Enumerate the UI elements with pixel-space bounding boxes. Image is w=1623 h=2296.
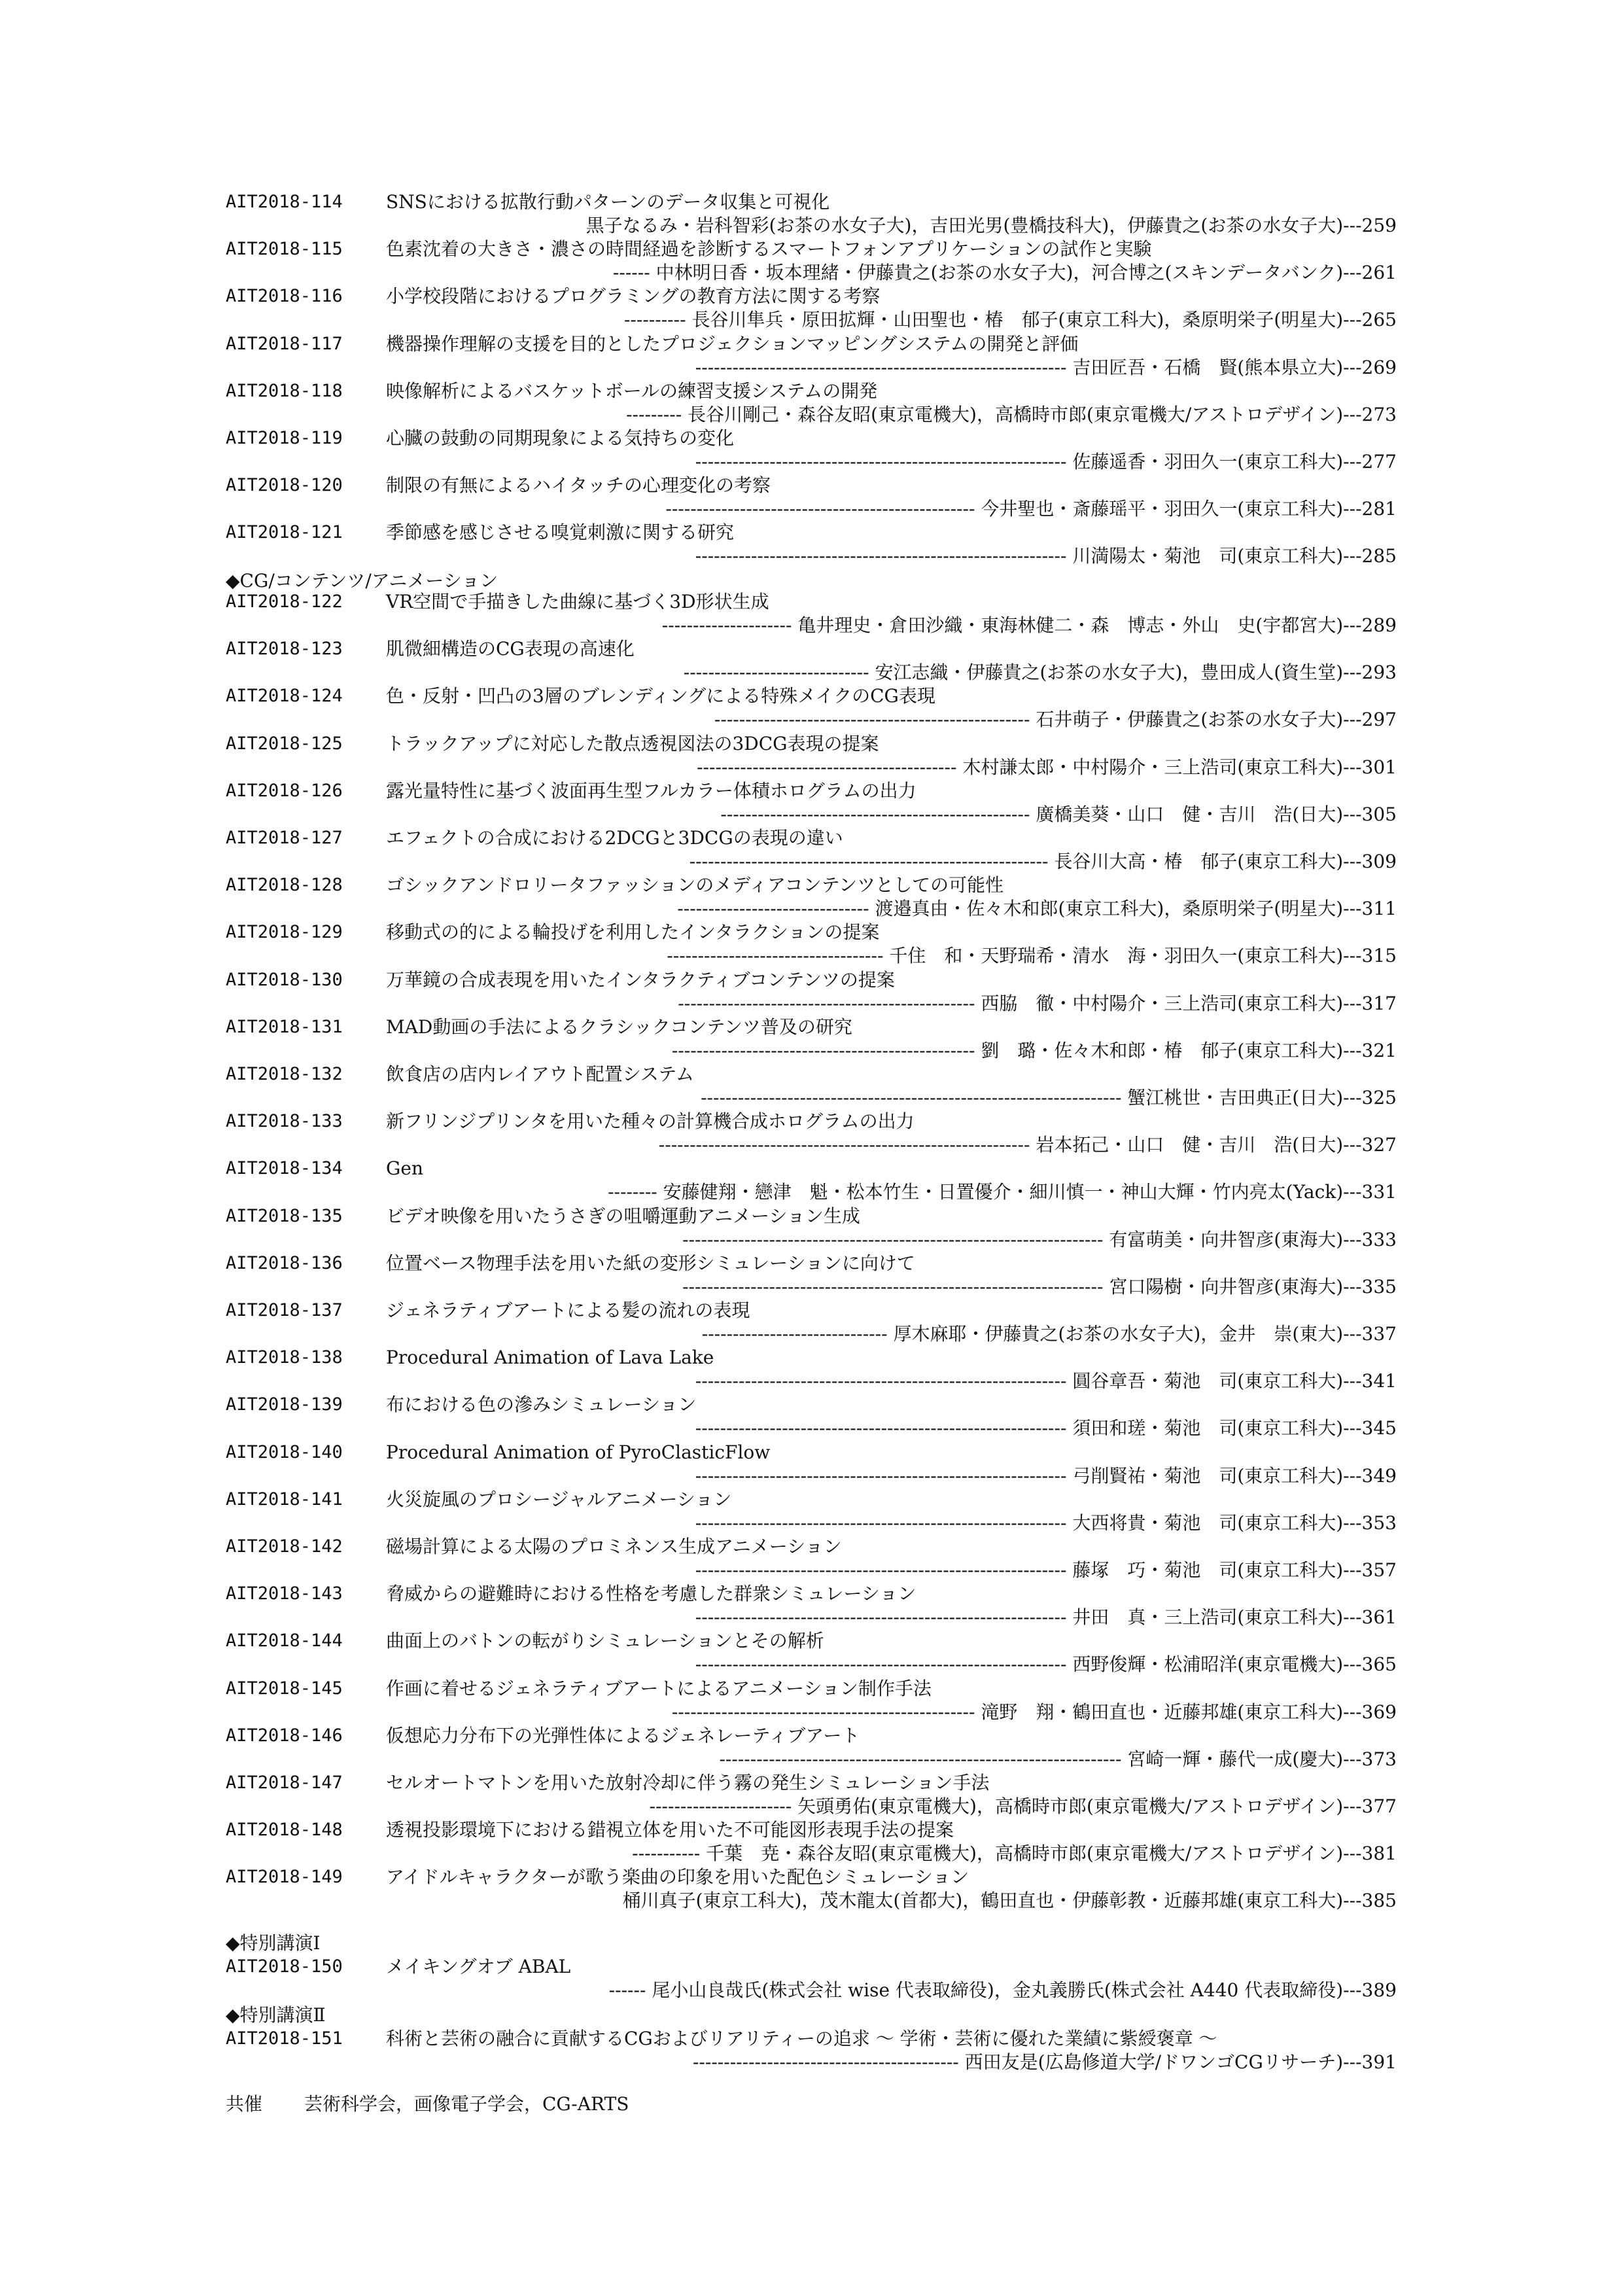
entry-id: AIT2018-133 [226,1111,343,1132]
cosponsor-label: 共催 [226,2093,263,2115]
entry-id: AIT2018-146 [226,1725,343,1746]
entry-title: 移動式の的による輪投げを利用したインタラクションの提案 [386,921,880,944]
entry-title: 万華鏡の合成表現を用いたインタラクティブコンテンツの提案 [386,968,895,991]
entry-id: AIT2018-151 [226,2028,343,2049]
section-heading-special-2: ◆特別講演Ⅱ [226,2004,326,2026]
entry-id: AIT2018-123 [226,639,343,660]
entry-id: AIT2018-130 [226,969,343,990]
entry-id: AIT2018-128 [226,875,343,896]
entry-id: AIT2018-115 [226,239,343,260]
entry-title: MAD動画の手法によるクラシックコンテンツ普及の研究 [386,1016,852,1038]
entry-id: AIT2018-118 [226,380,343,401]
entry-authors: ------------------------------------------------------------ 藤塚 巧・菊池 司(東京工科大)---357 [695,1559,1397,1581]
entry-id: AIT2018-120 [226,475,343,496]
entry-id: AIT2018-132 [226,1064,343,1084]
entry-id: AIT2018-114 [226,192,343,212]
entry-authors: --------------------- 亀井理史・倉田沙織・東海林健二・森 博志・外山 史(宇都宮大)---289 [661,614,1397,636]
entry-id: AIT2018-129 [226,922,343,943]
entry-authors: -------- 安藤健翔・戀津 魁・松本竹生・日置優介・細川慎一・神山大輝・竹内亮太(Yack)---331 [608,1181,1397,1203]
section-heading-special-1: ◆特別講演Ⅰ [226,1932,321,1954]
entry-id: AIT2018-150 [226,1956,343,1977]
entry-title: 機器操作理解の支援を目的としたプロジェクションマッピングシステムの開発と評価 [386,332,1079,355]
entry-title: トラックアップに対応した散点透視図法の3DCG表現の提案 [386,732,879,754]
entry-id: AIT2018-134 [226,1158,343,1179]
entry-id: AIT2018-136 [226,1252,343,1273]
entry-title: 小学校段階におけるプログラミングの教育方法に関する考察 [386,285,881,308]
entry-authors: ------ 中林明日香・坂本理緒・伊藤貴之(お茶の水女子大)，河合博之(スキンデータバンク)---261 [612,262,1397,284]
entry-authors: ----------------------------------- 千住 和・天野瑞希・清水 海・羽田久一(東京工科大)---315 [667,945,1397,967]
entry-id: AIT2018-126 [226,780,343,801]
entry-id: AIT2018-122 [226,592,343,612]
entry-id: AIT2018-143 [226,1583,343,1604]
entry-id: AIT2018-140 [226,1441,343,1462]
entry-authors: ------------------------------------------------------------ 川満陽太・菊池 司(東京工科大)---285 [695,545,1397,567]
entry-id: AIT2018-121 [226,522,343,543]
entry-title: メイキングオブ ABAL [386,1956,571,1977]
entry-authors: ------------------------------------------------------------ 佐藤遥香・羽田久一(東京工科大)---277 [695,451,1397,472]
entry-title: 磁場計算による太陽のプロミネンス生成アニメーション [386,1536,842,1557]
entry-authors: -------------------------------------------------------------------- 宮口陽樹・向井智彦(東海大)---335 [682,1275,1397,1298]
entry-title: 色・反射・凹凸の3層のブレンディングによる特殊メイクのCG表現 [386,685,935,707]
entry-id: AIT2018-119 [226,428,343,448]
entry-id: AIT2018-142 [226,1536,343,1557]
entry-title: Procedural Animation of PyroClasticFlow [386,1441,771,1463]
entry-title: セルオートマトンを用いた放射冷却に伴う霧の発生シミュレーション手法 [386,1772,990,1793]
entry-id: AIT2018-124 [226,686,343,707]
entry-authors: ----------------------------------------------------------------- 宮崎一輝・藤代一成(慶大)---373 [719,1748,1397,1770]
entry-title: 透視投影環境下における錯視立体を用いた不可能図形表現手法の提案 [386,1819,954,1841]
entry-authors: ------------------------------------------------------------ 須田和瑳・菊池 司(東京工科大)---345 [695,1417,1397,1439]
entry-title: ジェネラティブアートによる髪の流れの表現 [386,1299,750,1321]
entry-id: AIT2018-139 [226,1394,343,1415]
entry-authors: -------------------------------------------------------------------- 有富萌美・向井智彦(東海大)---333 [682,1228,1397,1250]
entry-authors: ------------------------------------------------------------ 弓削賢祐・菊池 司(東京工科大)---349 [695,1464,1397,1487]
entry-title: SNSにおける拡散行動パターンのデータ収集と可視化 [386,191,830,213]
entry-authors: -------------------------------------------------- 今井聖也・斎藤瑶平・羽田久一(東京工科大)---281 [665,498,1397,520]
entry-id: AIT2018-145 [226,1678,343,1699]
entry-title: アイドルキャラクターが歌う楽曲の印象を用いた配色シミュレーション [386,1866,969,1888]
entry-title: 色素沈着の大きさ・濃さの時間経過を診断するスマートフォンアプリケーションの試作と実験 [386,238,1152,260]
entry-title: Procedural Animation of Lava Lake [386,1347,714,1369]
entry-title: 飲食店の店内レイアウト配置システム [386,1063,694,1085]
entry-title: 映像解析によるバスケットボールの練習支援システムの開発 [386,380,878,402]
entry-authors: ------------------------------------------------------------ 井田 真・三上浩司(東京工科大)---361 [695,1606,1397,1629]
entry-id: AIT2018-149 [226,1867,343,1888]
entry-authors: ------------------------------------------------ 西脇 徹・中村陽介・三上浩司(東京工科大)---317 [678,992,1397,1014]
entry-authors: ------------------------------ 安江志織・伊藤貴之(お茶の水女子大)，豊田成人(資生堂)---293 [683,662,1397,684]
entry-title: 科術と芸術の融合に貢献するCGおよびリアリティーの追求 〜 学術・芸術に優れた業績に紫綬褒章 〜 [386,2028,1217,2049]
entry-authors: ------------------------------- 渡邉真由・佐々木和郎(東京工科大)，桑原明栄子(明星大)---311 [677,898,1397,920]
entry-id: AIT2018-117 [226,333,343,354]
entry-authors: ------------------------------------------------------------ 大西将貴・菊池 司(東京工科大)---353 [695,1511,1397,1534]
entry-id: AIT2018-125 [226,733,343,754]
entry-id: AIT2018-144 [226,1631,343,1651]
entry-id: AIT2018-147 [226,1773,343,1793]
entry-id: AIT2018-137 [226,1300,343,1320]
entry-title: 火災旋風のプロシージャルアニメーション [386,1488,732,1510]
entry-id: AIT2018-135 [226,1205,343,1226]
entry-title: VR空間で手描きした曲線に基づく3D形状生成 [386,591,769,612]
entry-authors: ------------------------------------------ 木村謙太郎・中村陽介・三上浩司(東京工科大)---301 [697,756,1397,778]
entry-title: エフェクトの合成における2DCGと3DCGの表現の違い [386,827,843,849]
entry-id: AIT2018-141 [226,1489,343,1510]
entry-authors: ------------------------------------------------------------ 圓谷章吾・菊池 司(東京工科大)---341 [695,1370,1397,1392]
entry-authors: ------------------------------------------------------------ 西野俊輝・松浦昭洋(東京電機大)---365 [695,1653,1397,1676]
entry-title: ビデオ映像を用いたうさぎの咀嚼運動アニメーション生成 [386,1205,860,1227]
entry-title: 新フリンジプリンタを用いた種々の計算機合成ホログラムの出力 [386,1110,915,1133]
entry-authors: ---------------------------------------------------------- 長谷川大高・椿 郁子(東京工科大)---309 [689,851,1397,872]
entry-authors: ------------------------------------------- 西田友是(広島修道大学/ドワンゴCGリサーチ)---391 [692,2051,1397,2073]
entry-authors: ------------------------------------------------------------ 吉田匠吾・石橋 賢(熊本県立大)---269 [695,356,1397,378]
entry-id: AIT2018-131 [226,1016,343,1037]
entry-title: 脅威からの避難時における性格を考慮した群衆シミュレーション [386,1583,916,1605]
entry-authors: -------------------------------------------------- 廣橋美葵・山口 健・吉川 浩(日大)---305 [720,803,1397,825]
entry-authors: ---------- 長谷川隼兵・原田拡輝・山田聖也・椿 郁子(東京工科大)，桑原明栄子(明星大)---265 [623,309,1397,331]
entry-title: 曲面上のバトンの転がりシミュレーションとその解析 [386,1630,824,1652]
entry-title: 露光量特性に基づく波面再生型フルカラー体積ホログラムの出力 [386,779,916,802]
entry-authors: ------ 尾小山良哉氏(株式会社 wise 代表取締役)，金丸義勝氏(株式会社 A440 代表取締役)---389 [608,1979,1397,2001]
section-heading-cg: ◆CG/コンテンツ/アニメーション [226,570,498,592]
entry-authors: ------------------------------------------------------------ 岩本拓己・山口 健・吉川 浩(日大)---327 [658,1134,1397,1156]
cosponsor-value: 芸術科学会，画像電子学会，CG-ARTS [304,2093,629,2115]
entry-title: 布における色の滲みシミュレーション [386,1394,697,1416]
entry-title: ゴシックアンドロリータファッションのメディアコンテンツとしての可能性 [386,874,1004,896]
entry-id: AIT2018-148 [226,1820,343,1841]
entry-id: AIT2018-127 [226,828,343,848]
entry-title: Gen [386,1157,423,1180]
entry-authors: ------------------------------ 厚木麻耶・伊藤貴之(お茶の水女子大)，金井 崇(東大)---337 [701,1323,1397,1345]
entry-authors: ------------------------------------------------- 滝野 翔・鶴田直也・近藤邦雄(東京工科大)---369 [671,1701,1397,1723]
entry-title: 心臓の鼓動の同期現象による気持ちの変化 [386,427,735,449]
entry-title: 位置ベース物理手法を用いた紙の変形シミュレーションに向けて [386,1252,915,1274]
entry-authors: ----------- 千葉 尭・森谷友昭(東京電機大)，高橋時市郎(東京電機大/アストロデザイン)---381 [632,1843,1397,1865]
entry-authors: 黒子なるみ・岩科智彩(お茶の水女子大)，吉田光男(豊橋技科大)，伊藤貴之(お茶の水女子大)---259 [585,215,1397,236]
entry-id: AIT2018-116 [226,286,343,307]
entry-title: 季節感を感じさせる嗅覚刺激に関する研究 [386,521,735,544]
entry-authors: -------------------------------------------------------------------- 蟹江桃世・吉田典正(日大)---325 [701,1087,1397,1108]
entry-title: 肌微細構造のCG表現の高速化 [386,638,635,660]
entry-authors: --------- 長谷川剛己・森谷友昭(東京電機大)，高橋時市郎(東京電機大/アストロデザイン)---273 [626,403,1397,425]
entry-title: 作画に着せるジェネラティブアートによるアニメーション制作手法 [386,1677,932,1699]
entry-authors: ----------------------- 矢頭勇佑(東京電機大)，高橋時市郎(東京電機大/アストロデザイン)---377 [649,1795,1397,1817]
entry-authors: 桶川真子(東京工科大)，茂木龍太(首都大)，鶴田直也・伊藤彰教・近藤邦雄(東京工科大)---385 [622,1890,1397,1912]
entry-authors: --------------------------------------------------- 石井萌子・伊藤貴之(お茶の水女子大)---297 [714,709,1397,731]
entry-authors: ------------------------------------------------- 劉 璐・佐々木和郎・椿 郁子(東京工科大)---321 [671,1039,1397,1061]
entry-title: 仮想応力分布下の光弾性体によるジェネレーティブアート [386,1724,860,1746]
entry-id: AIT2018-138 [226,1347,343,1368]
entry-title: 制限の有無によるハイタッチの心理変化の考察 [386,474,771,497]
